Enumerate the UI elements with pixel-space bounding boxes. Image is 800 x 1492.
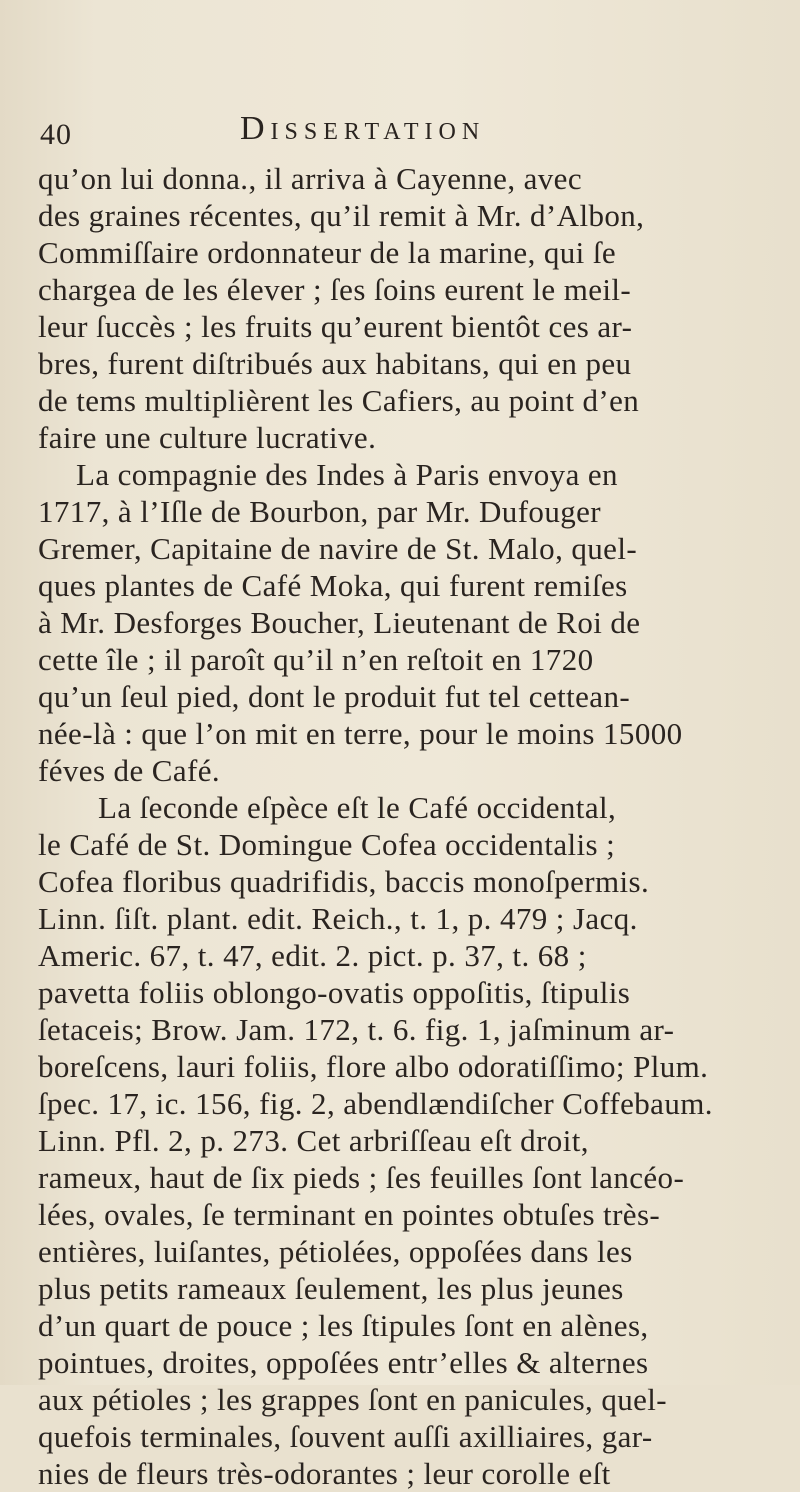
text-line: rameux, haut de ſix pieds ; ſes feuilles ſont lancéo- xyxy=(38,1160,685,1195)
text-line: d’un quart de pouce ; les ſtipules ſont en alènes, xyxy=(38,1308,649,1343)
text-line: féves de Café. xyxy=(38,753,221,788)
text-line: le Café de St. Domingue Cofea occidentalis ; xyxy=(38,827,616,862)
text-line: chargea de les élever ; ſes ſoins eurent le meil- xyxy=(38,272,632,307)
text-line: pointues, droites, oppoſées entr’elles & alternes xyxy=(38,1345,649,1380)
text-line: aux pétioles ; les grappes ſont en panicules, quel- xyxy=(38,1382,668,1417)
text-line: bres, furent diſtribués aux habitans, qui en peu xyxy=(38,346,632,381)
text-line: faire une culture lucrative. xyxy=(38,420,377,455)
text-line: entières, luiſantes, pétiolées, oppoſées dans les xyxy=(38,1234,633,1269)
text-line: Linn. Pfl. 2, p. 273. Cet arbriſſeau eſt droit, xyxy=(38,1123,589,1158)
text-line: boreſcens, lauri foliis, flore albo odoratiſſimo; Plum. xyxy=(38,1049,709,1084)
text-line: des graines récentes, qu’il remit à Mr. d’Albon, xyxy=(38,198,645,233)
text-line: Cofea floribus quadrifidis, baccis monoſpermis. xyxy=(38,864,650,899)
text-line: leur ſuccès ; les fruits qu’eurent bientôt ces ar- xyxy=(38,309,633,344)
text-line: ſetaceis; Brow. Jam. 172, t. 6. fig. 1, jaſminum ar- xyxy=(38,1012,675,1047)
paragraph-start-line: La ſeconde eſpèce eſt le Café occidental, xyxy=(98,790,617,825)
text-line: lées, ovales, ſe terminant en pointes obtuſes très- xyxy=(38,1197,661,1232)
text-line: Gremer, Capitaine de navire de St. Malo, quel- xyxy=(38,531,638,566)
paragraph-start-line: La compagnie des Indes à Paris envoya en xyxy=(76,457,618,492)
text-line: de tems multiplièrent les Cafiers, au point d’en xyxy=(38,383,640,418)
text-line: à Mr. Desforges Boucher, Lieutenant de Roi de xyxy=(38,605,641,640)
text-line: qu’un ſeul pied, dont le produit fut tel cettean- xyxy=(38,679,631,714)
text-line: 1717, à l’Iſle de Bourbon, par Mr. Dufouger xyxy=(38,494,602,529)
text-line: qu’on lui donna., il arriva à Cayenne, avec xyxy=(38,161,583,196)
page-number: 40 xyxy=(40,118,72,151)
text-line: ques plantes de Café Moka, qui furent remiſes xyxy=(38,568,628,603)
text-line: pavetta foliis oblongo-ovatis oppoſitis, ſtipulis xyxy=(38,975,631,1010)
text-line: cette île ; il paroît qu’il n’en reſtoit en 1720 xyxy=(38,642,594,677)
text-line: nies de fleurs très-odorantes ; leur corolle eſt xyxy=(38,1456,611,1491)
text-line: plus petits rameaux ſeulement, les plus jeunes xyxy=(38,1271,624,1306)
text-line: ſpec. 17, ic. 156, fig. 2, abendlændiſcher Coffebaum. xyxy=(38,1086,713,1121)
text-line: Americ. 67, t. 47, edit. 2. pict. p. 37, t. 68 ; xyxy=(38,938,587,973)
text-line: née-là : que l’on mit en terre, pour le moins 15000 xyxy=(38,716,683,751)
text-line: quefois terminales, ſouvent auſſi axilliaires, gar- xyxy=(38,1419,653,1454)
text-line: Commiſſaire ordonnateur de la marine, qui ſe xyxy=(38,235,617,270)
body-text xyxy=(38,160,773,1492)
text-line: Linn. ſiſt. plant. edit. Reich., t. 1, p. 479 ; Jacq. xyxy=(38,901,638,936)
running-head: Dissertation xyxy=(240,110,486,147)
